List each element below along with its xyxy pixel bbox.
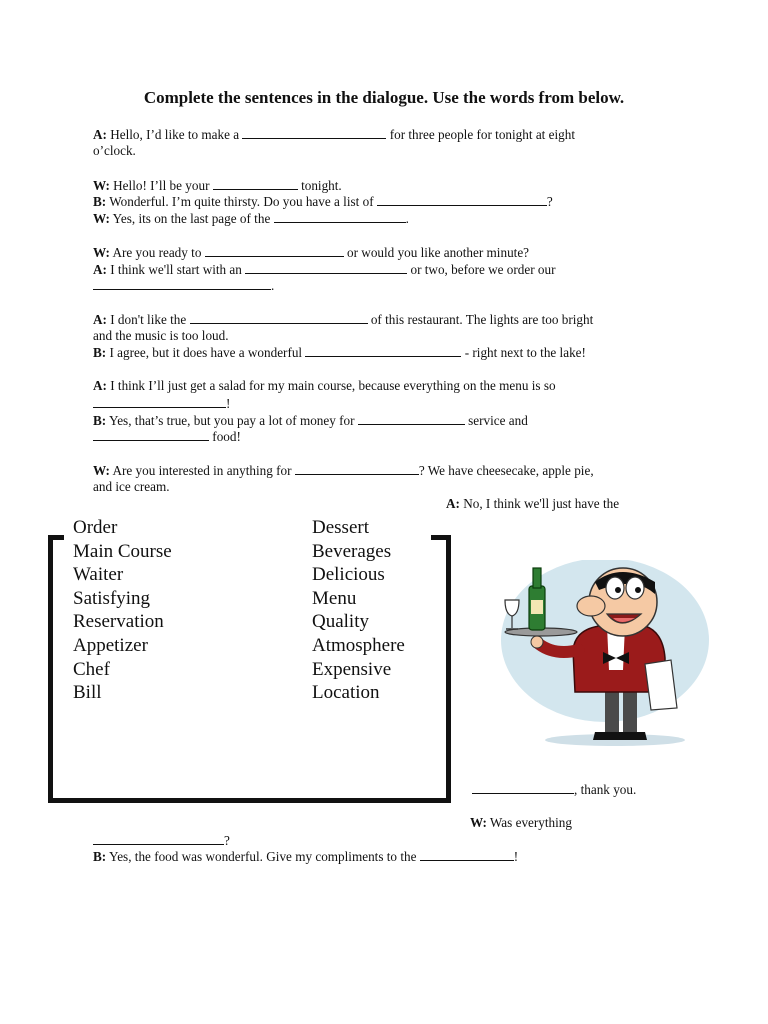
line-text: No, I think we'll just have the <box>463 496 620 511</box>
line-text: - right next to the lake! <box>461 345 586 360</box>
speaker-label: A: <box>93 378 107 393</box>
answer-blank[interactable] <box>358 412 465 425</box>
dialogue-line <box>93 378 556 395</box>
napkin <box>645 660 677 710</box>
speaker-label: W: <box>470 815 487 830</box>
speaker-label: B: <box>93 345 107 360</box>
line-text: for three people for tonight at eight <box>386 127 576 142</box>
bottle-neck <box>533 568 541 588</box>
word-bank-item: Order <box>73 517 118 538</box>
line-text: ? <box>224 833 230 848</box>
line-text: Yes, that’s true, but you pay a lot of money for <box>109 413 358 428</box>
word-bank-item: Menu <box>312 587 357 609</box>
line-text: Hello, I’d like to make a <box>110 127 243 142</box>
word-bank-item: Bill <box>73 682 102 704</box>
answer-blank[interactable] <box>213 177 298 190</box>
bottle-label <box>531 600 543 614</box>
word-bank-item: Quality <box>312 611 369 633</box>
dialogue-line <box>93 311 593 329</box>
speaker-label: W: <box>93 178 110 193</box>
line-text: food! <box>209 429 241 444</box>
line-text: Wonderful. I’m quite thirsty. Do you have a list of <box>109 194 377 209</box>
line-text: I agree, but it does have a wonderful <box>109 345 306 360</box>
word-bank-column-left <box>73 516 172 705</box>
dialogue-line <box>93 832 230 850</box>
dialogue-line <box>93 143 136 160</box>
speaker-label: W: <box>93 245 110 260</box>
line-text: ? We have cheesecake, apple pie, <box>418 463 594 478</box>
answer-blank[interactable] <box>93 277 271 290</box>
dialogue-line <box>93 428 241 446</box>
speaker-label: B: <box>93 413 107 428</box>
line-text: I think I’ll just get a salad for my main course, because everything on the menu is so <box>110 378 556 393</box>
answer-blank[interactable] <box>472 781 574 794</box>
waiter-hand <box>531 636 543 648</box>
speaker-label: B: <box>93 849 107 864</box>
speaker-label: A: <box>93 262 107 277</box>
line-text: or two, before we order our <box>407 262 556 277</box>
dialogue-line <box>93 244 529 262</box>
dialogue-line <box>93 344 586 362</box>
word-bank-item: Dessert <box>312 517 369 538</box>
waiter-shoe-right <box>621 732 647 740</box>
dialogue-line <box>93 261 556 279</box>
line-text: I don't like the <box>110 312 190 327</box>
frame-left-bar <box>48 535 53 803</box>
dialogue-line <box>446 496 619 513</box>
line-text: Hello! I’ll be your <box>113 178 213 193</box>
word-bank-item: Delicious <box>312 564 385 586</box>
line-text: . <box>405 211 409 226</box>
answer-blank[interactable] <box>245 261 407 274</box>
answer-blank[interactable] <box>305 344 461 357</box>
waiter-nose <box>577 596 605 616</box>
answer-blank[interactable] <box>274 210 406 223</box>
speaker-label: A: <box>93 127 107 142</box>
dialogue-line <box>93 177 342 195</box>
frame-top-left-corner <box>48 535 64 540</box>
speaker-label: W: <box>93 211 110 226</box>
dialogue-line <box>93 126 575 144</box>
dialogue-line <box>93 328 229 345</box>
line-text: Yes, its on the last page of the <box>112 211 274 226</box>
speaker-label: W: <box>93 463 110 478</box>
line-text: tonight. <box>297 178 342 193</box>
line-text: Was everything <box>489 815 572 830</box>
line-text: and the music is too loud. <box>93 328 229 343</box>
dialogue-line <box>93 479 170 496</box>
dialogue-line <box>472 781 636 799</box>
dialogue-line <box>93 412 528 430</box>
line-text: ! <box>226 396 231 411</box>
line-text: ! <box>513 849 519 864</box>
word-bank-column-right <box>312 516 405 705</box>
waiter-illustration <box>495 560 715 750</box>
line-text: or would you like another minute? <box>343 245 530 260</box>
word-bank-item: Main Course <box>73 540 172 562</box>
waiter-leg-right <box>623 688 637 734</box>
line-text: o’clock. <box>93 143 136 158</box>
word-bank-item: Beverages <box>312 540 392 562</box>
word-bank-item: Chef <box>73 658 110 680</box>
dialogue-line <box>93 462 594 480</box>
answer-blank[interactable] <box>420 848 514 861</box>
dialogue-line <box>93 193 553 211</box>
answer-blank[interactable] <box>93 832 224 845</box>
speaker-label: B: <box>93 194 107 209</box>
answer-blank[interactable] <box>295 462 419 475</box>
dialogue-line <box>93 395 230 413</box>
word-bank-item: Satisfying <box>73 587 151 609</box>
answer-blank[interactable] <box>93 395 226 408</box>
line-text: I think we'll start with an <box>110 262 246 277</box>
word-bank-item: Reservation <box>73 611 164 633</box>
frame-bottom-bar <box>48 798 451 803</box>
dialogue-line <box>470 815 572 832</box>
line-text: and ice cream. <box>93 479 170 494</box>
speaker-label: A: <box>446 496 460 511</box>
word-bank-item: Waiter <box>73 564 124 586</box>
answer-blank[interactable] <box>93 428 209 441</box>
line-text: Yes, the food was wonderful. Give my compliments to the <box>109 849 420 864</box>
line-text: of this restaurant. The lights are too bright <box>367 312 594 327</box>
line-text: , thank you. <box>574 782 637 797</box>
answer-blank[interactable] <box>377 193 547 206</box>
line-text: Are you ready to <box>112 245 205 260</box>
word-bank-item: Atmosphere <box>312 634 405 656</box>
dialogue-line <box>93 848 518 866</box>
word-bank-item: Expensive <box>312 658 392 680</box>
speaker-label: A: <box>93 312 107 327</box>
answer-blank[interactable] <box>205 244 344 257</box>
frame-top-right-corner <box>431 535 451 540</box>
dialogue-line <box>93 277 274 295</box>
page-title: Complete the sentences in the dialogue. Use the words from below. <box>143 88 625 107</box>
line-text: ? <box>546 194 553 209</box>
waiter-eye-right <box>626 577 644 599</box>
answer-blank[interactable] <box>190 311 368 324</box>
dialogue-line <box>93 210 409 228</box>
line-text: Are you interested in anything for <box>112 463 295 478</box>
frame-right-bar <box>446 535 451 803</box>
line-text: . <box>271 278 275 293</box>
word-bank-item: Location <box>312 682 380 704</box>
waiter-eye-left <box>606 577 624 599</box>
waiter-shoe-left <box>593 732 621 740</box>
answer-blank[interactable] <box>242 126 386 139</box>
word-bank-item: Appetizer <box>73 634 148 656</box>
waiter-leg-left <box>605 688 619 734</box>
line-text: service and <box>464 413 528 428</box>
